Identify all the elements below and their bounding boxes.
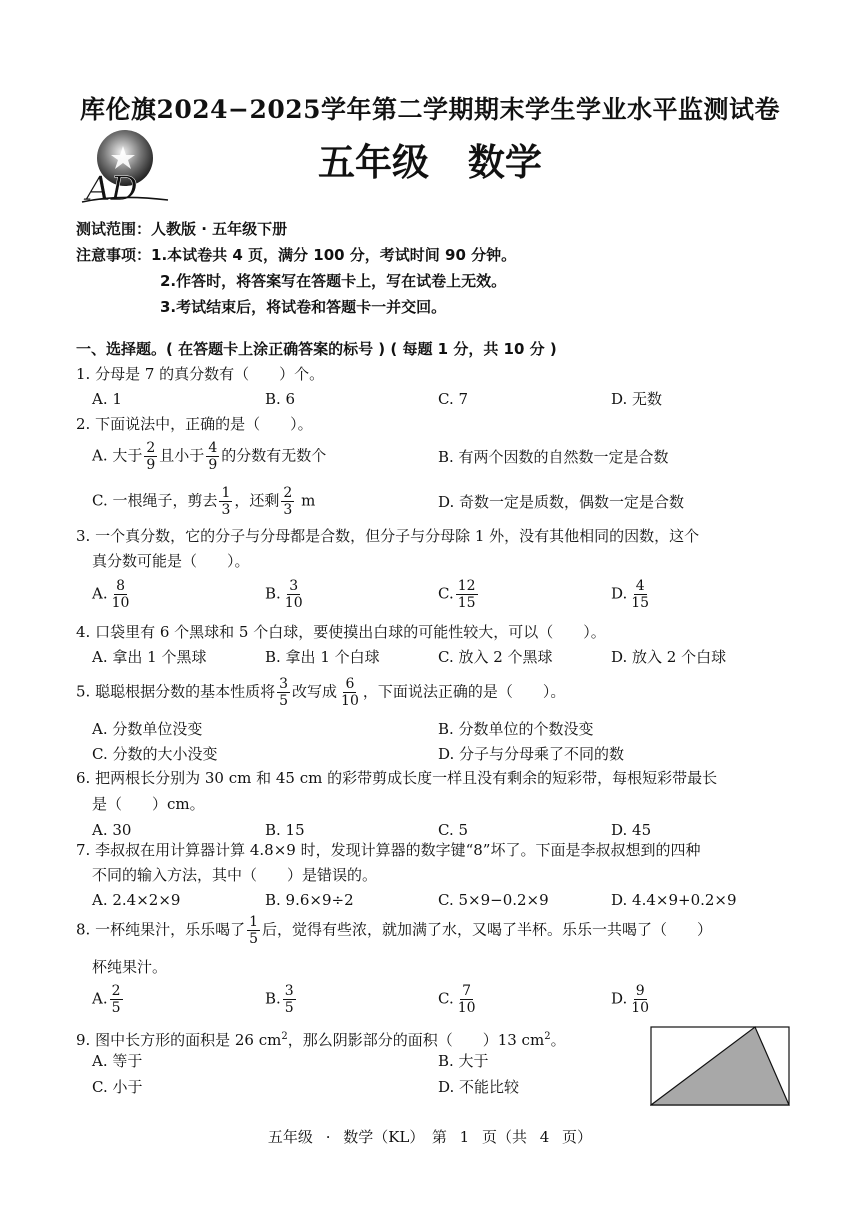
question-8-line-1: 8. 一杯纯果汁，乐乐喝了 $\frac{1}{5}$ 后，觉得有些浓，就加满了水，又喝了半杯。乐乐一共喝了（ ） (76, 914, 713, 947)
q3-option-a: A. $\frac{8}{10}$ (92, 578, 130, 611)
q7-option-b: B. 9.6×9÷2 (265, 891, 354, 909)
q7-option-a: A. 2.4×2×9 (92, 891, 181, 909)
q4-option-a: A. 拿出 1 个黑球 (92, 648, 207, 666)
q2-option-b: B. 有两个因数的自然数一定是合数 (438, 448, 669, 466)
q6-option-d: D. 45 (611, 821, 652, 839)
q3-option-d: D. $\frac{4}{15}$ (611, 578, 650, 611)
q6-option-a: A. 30 (92, 821, 132, 839)
q9-option-c: C. 小于 (92, 1078, 143, 1096)
question-2: 2. 下面说法中，正确的是（ ）。 (76, 415, 313, 433)
exam-subtitle: 五年级 数学 (318, 141, 542, 184)
question-4: 4. 口袋里有 6 个黑球和 5 个白球，要使摸出白球的可能性较大，可以（ ）。 (76, 623, 606, 641)
question-6-line-2: 是（ ）cm。 (92, 795, 205, 813)
question-7-line-1: 7. 李叔叔在用计算器计算 4.8×9 时，发现计算器的数字键“8”坏了。下面是李叔叔想到的四种 (76, 841, 701, 859)
question-7-line-2: 不同的输入方法，其中（ ）是错误的。 (92, 866, 378, 884)
q6-option-b: B. 15 (265, 821, 305, 839)
q2-option-c: C. 一根绳子，剪去 $\frac{1}{3}$ ，还剩 $\frac{2}{3}$ m (92, 485, 316, 518)
q2-option-a: A. 大于 $\frac{2}{9}$ 且小于 $\frac{4}{9}$ 的分数有无数个 (92, 440, 327, 473)
svg-text:AD: AD (86, 169, 138, 208)
exam-title: 库伦旗2024−2025学年第二学期期末学生学业水平监测试卷 (79, 95, 781, 124)
q8-option-c: C. $\frac{7}{10}$ (438, 983, 476, 1016)
q7-option-d: D. 4.4×9+0.2×9 (611, 891, 737, 909)
q9-option-b: B. 大于 (438, 1052, 489, 1070)
q8-option-b: B. $\frac{3}{5}$ (265, 983, 294, 1016)
q5-option-b: B. 分数单位的个数没变 (438, 720, 594, 738)
q9-option-a: A. 等于 (92, 1052, 143, 1070)
question-6-line-1: 6. 把两根长分别为 30 cm 和 45 cm 的彩带剪成长度一样且没有剩余的短彩带，每根短彩带最长 (76, 769, 718, 787)
q6-option-c: C. 5 (438, 821, 469, 839)
question-3-line-2: 真分数可能是（ ）。 (92, 552, 250, 570)
q4-option-b: B. 拿出 1 个白球 (265, 648, 380, 666)
question-5: 5. 聪聪根据分数的基本性质将 $\frac{3}{5}$ 改写成 $\frac{6}{10}$ ，下面说法正确的是（ ）。 (76, 676, 566, 709)
q5-option-c: C. 分数的大小没变 (92, 745, 218, 763)
q1-option-b: B. 6 (265, 390, 296, 408)
q8-option-d: D. $\frac{9}{10}$ (611, 983, 650, 1016)
q2-option-d: D. 奇数一定是质数，偶数一定是合数 (438, 493, 685, 511)
question-3-line-1: 3. 一个真分数，它的分子与分母都是合数，但分子与分母除 1 外，没有其他相同的因数，这个 (76, 527, 700, 545)
page-footer: 五年级 · 数学（KL） 第 1 页（共 4 页） (267, 1128, 593, 1146)
q1-option-d: D. 无数 (611, 390, 663, 408)
q5-option-a: A. 分数单位没变 (92, 720, 203, 738)
notice-line-3: 3.考试结束后，将试卷和答题卡一并交回。 (160, 298, 447, 316)
q4-option-d: D. 放入 2 个白球 (611, 648, 727, 666)
q1-option-c: C. 7 (438, 390, 469, 408)
q1-option-a: A. 1 (92, 390, 122, 408)
q7-option-c: C. 5×9−0.2×9 (438, 891, 549, 909)
notice-line-1: 注意事项：1.本试卷共 4 页，满分 100 分，考试时间 90 分钟。 (76, 246, 517, 264)
question-9: 9. 图中长方形的面积是 26 $cm^2$，那么阴影部分的面积（ ）13 $cm^2$。 (76, 1031, 566, 1049)
notice-line-2: 2.作答时，将答案写在答题卡上，写在试卷上无效。 (160, 272, 507, 290)
rectangle-figure (650, 1026, 790, 1106)
q8-option-a: A. $\frac{2}{5}$ (92, 983, 121, 1016)
q9-option-d: D. 不能比较 (438, 1078, 520, 1096)
question-8-line-2: 杯纯果汁。 (92, 958, 168, 976)
q4-option-c: C. 放入 2 个黑球 (438, 648, 553, 666)
q5-option-d: D. 分子与分母乘了不同的数 (438, 745, 625, 763)
q3-option-b: B. $\frac{3}{10}$ (265, 578, 303, 611)
test-scope: 测试范围：人教版 · 五年级下册 (76, 220, 288, 238)
section-heading: 一、选择题。( 在答题卡上涂正确答案的标号 ) ( 每题 1 分，共 10 分 ) (76, 340, 557, 358)
q3-option-c: C. $\frac{12}{15}$ (438, 578, 476, 611)
question-1: 1. 分母是 7 的真分数有（ ）个。 (76, 365, 325, 383)
